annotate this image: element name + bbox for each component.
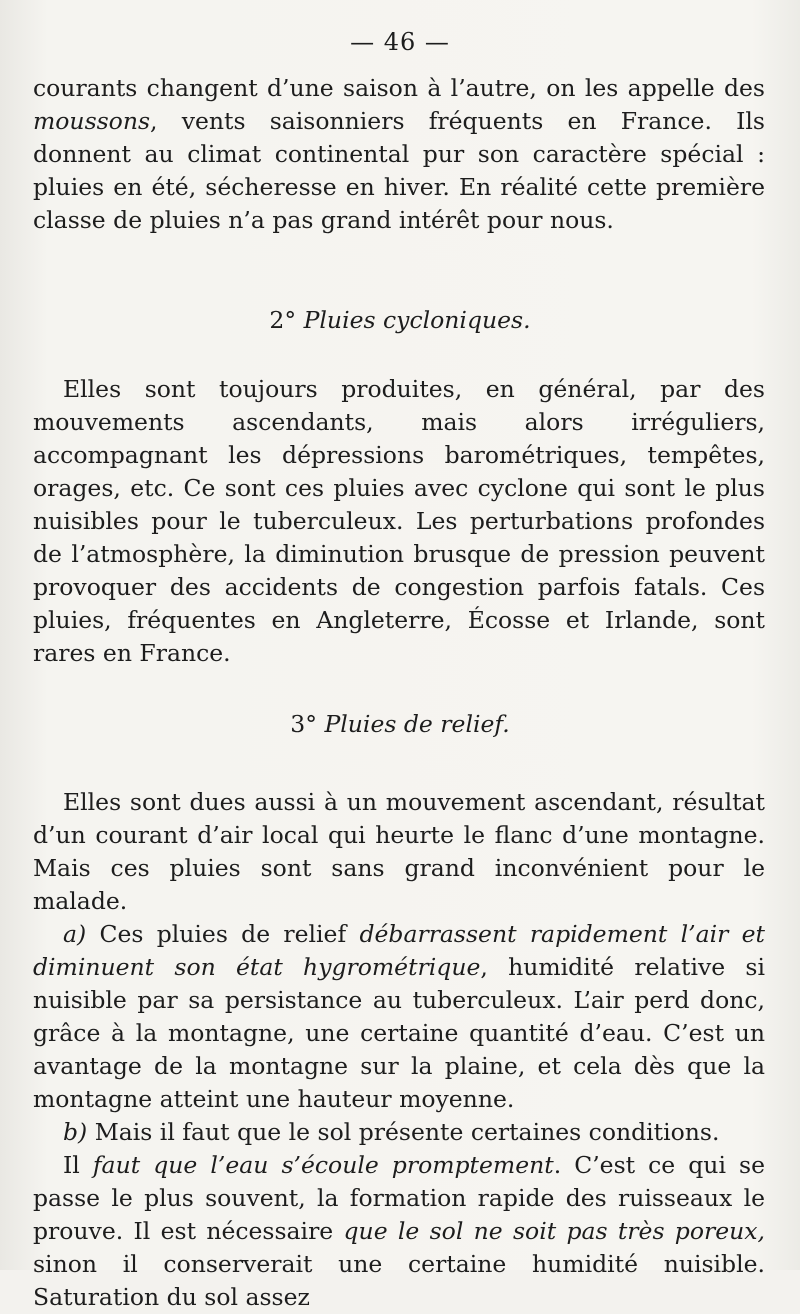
paragraph-relief bbox=[33, 786, 765, 1314]
text-span: sinon il conserverait une certaine humidité nuisible. Saturation du sol assez bbox=[33, 1250, 765, 1311]
section-title: Pluies cycloniques. bbox=[303, 306, 531, 334]
text-span: Mais il faut que le sol présente certaines conditions. bbox=[87, 1118, 720, 1146]
section-title: Pluies de relief. bbox=[324, 710, 510, 738]
italic-phrase: débarrassent rapidement l’air et diminuent son état hygrométrique bbox=[33, 920, 766, 981]
text-span: courants changent d’une saison à l’autre, on les appelle des bbox=[33, 74, 765, 102]
paragraph-b bbox=[33, 1116, 765, 1149]
list-label: a) bbox=[63, 920, 87, 948]
section-number: 3° bbox=[290, 710, 317, 738]
paragraph-text bbox=[33, 72, 765, 237]
page-number: — 46 — bbox=[350, 28, 450, 56]
paragraph-cyclonic bbox=[33, 373, 765, 670]
paragraph-text: Elles sont dues aussi à un mouvement ascendant, résultat d’un courant d’air local qui heurte le flanc d’une montagne. Mais ces pluies sont sans grand inconvénient pour le malade. bbox=[33, 788, 765, 915]
italic-phrase: que le sol ne soit pas très poreux, bbox=[343, 1217, 765, 1245]
paragraph-last bbox=[33, 1149, 765, 1314]
section-number: 2° bbox=[269, 306, 297, 334]
text-span: , humidité relative si nuisible par sa persistance au tuberculeux. L’air perd donc, grâce à la montagne, une certaine quantité d’eau. C’est un avantage de la montagne sur la plaine, et cela dès que la montagne atteint une hauteur moyenne. bbox=[33, 953, 766, 1113]
section-heading-cyclonic bbox=[0, 306, 800, 334]
paragraph-text: Elles sont toujours produites, en général, par des mouvements ascendants, mais alors irréguliers, accompagnant les dépressions barométriques, tempêtes, orages, etc. Ce sont ces pluies avec cyclone qui sont le plus nuisibles pour le tuberculeux. Les perturbations profondes de l’atmosphère, la diminution brusque de pression peuvent provoquer des accidents de congestion parfois fatals. Ces pluies, fréquentes en Angleterre, Écosse et Irlande, sont rares en France. bbox=[33, 375, 765, 667]
italic-phrase: faut que l’eau s’écoule promptement bbox=[92, 1151, 554, 1179]
text-span: , vents saisonniers fréquents en France. Ils donnent au climat continental pur son caractère spécial : pluies en été, sécheresse en hiver. En réalité cette première classe de pluies n’a pas grand intérêt pour nous. bbox=[33, 107, 765, 234]
paragraph-a bbox=[33, 918, 765, 1116]
paragraph-intro bbox=[33, 72, 765, 237]
list-label: b) bbox=[63, 1118, 88, 1146]
text-span: Il bbox=[63, 1151, 93, 1179]
section-heading-relief bbox=[0, 710, 800, 738]
text-span: . C’est ce qui se passe le plus souvent, la formation rapide des ruisseaux le prouve. Il est nécessaire bbox=[33, 1151, 765, 1245]
text-span: Ces pluies de relief bbox=[86, 920, 360, 948]
italic-term: moussons bbox=[33, 107, 151, 135]
